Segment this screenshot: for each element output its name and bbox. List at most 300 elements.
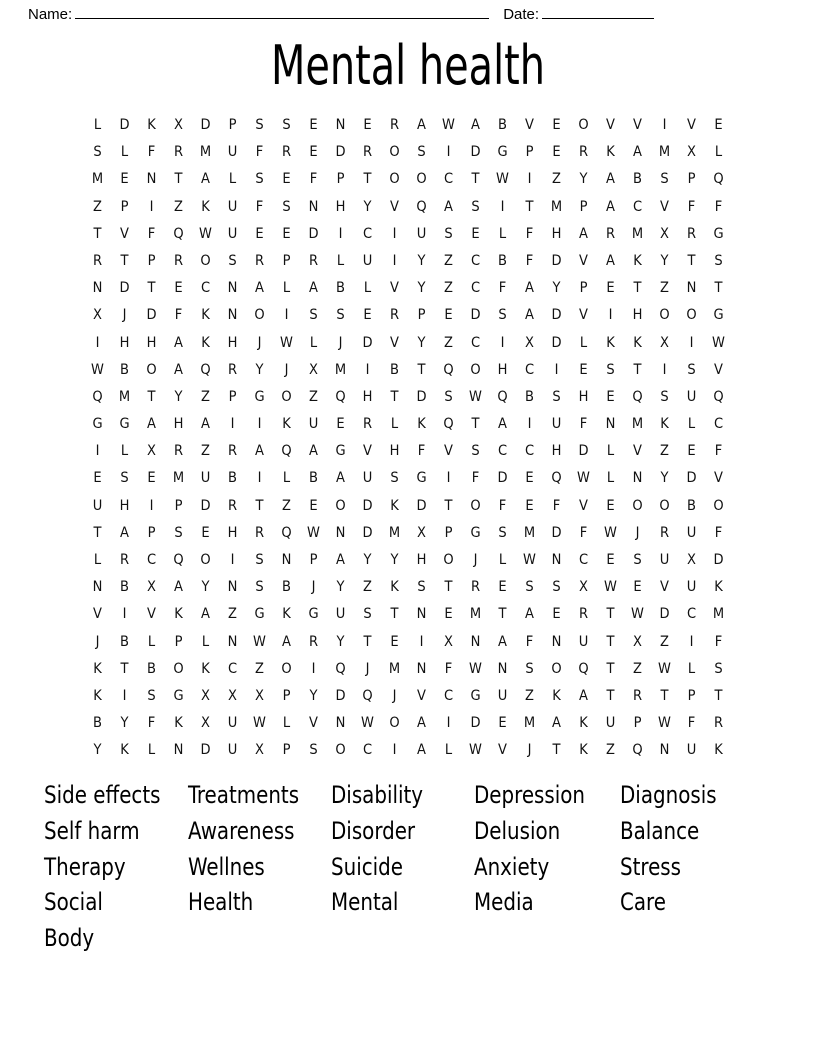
grid-cell[interactable]: W	[496, 171, 509, 188]
grid-cell[interactable]: E	[498, 579, 507, 596]
grid-cell[interactable]: S	[390, 470, 399, 487]
grid-cell[interactable]: K	[174, 715, 183, 732]
grid-cell[interactable]: R	[281, 144, 292, 161]
grid-cell[interactable]: P	[579, 198, 588, 215]
grid-cell[interactable]: I	[257, 470, 262, 487]
grid-cell[interactable]: Y	[417, 252, 426, 269]
grid-cell[interactable]: I	[527, 416, 532, 433]
grid-cell[interactable]: T	[417, 361, 426, 378]
grid-cell[interactable]: E	[552, 117, 561, 133]
grid-cell[interactable]: N	[335, 715, 346, 732]
grid-cell[interactable]: R	[470, 579, 481, 596]
grid-cell[interactable]: U	[686, 524, 697, 541]
grid-cell[interactable]: N	[335, 117, 346, 133]
grid-cell[interactable]: H	[119, 334, 130, 351]
grid-cell[interactable]: H	[362, 388, 373, 405]
grid-cell[interactable]: Y	[660, 252, 669, 269]
grid-cell[interactable]: M	[199, 144, 212, 161]
grid-cell[interactable]: J	[257, 334, 262, 351]
grid-cell[interactable]: N	[632, 470, 643, 487]
grid-cell[interactable]: X	[147, 579, 156, 596]
grid-cell[interactable]: F	[471, 470, 480, 487]
grid-cell[interactable]: E	[444, 307, 453, 324]
word-list-item[interactable]: Awareness	[188, 816, 295, 845]
grid-cell[interactable]: R	[308, 633, 319, 650]
grid-cell[interactable]: C	[200, 280, 211, 297]
grid-cell[interactable]: V	[714, 470, 723, 487]
grid-cell[interactable]: K	[120, 742, 129, 759]
grid-cell[interactable]: I	[257, 416, 262, 433]
grid-cell[interactable]: F	[687, 715, 696, 732]
grid-cell[interactable]: Q	[632, 388, 643, 405]
grid-cell[interactable]: S	[417, 144, 426, 161]
grid-cell[interactable]: T	[147, 280, 156, 297]
grid-cell[interactable]: I	[689, 633, 694, 650]
grid-cell[interactable]: Y	[417, 280, 426, 297]
grid-cell[interactable]: Q	[713, 388, 724, 405]
grid-cell[interactable]: D	[308, 225, 319, 242]
grid-cell[interactable]: C	[470, 252, 481, 269]
grid-cell[interactable]: D	[362, 524, 373, 541]
grid-cell[interactable]: Q	[632, 742, 643, 759]
grid-cell[interactable]: U	[92, 497, 103, 514]
grid-cell[interactable]: P	[282, 742, 291, 759]
grid-cell[interactable]: O	[200, 252, 211, 269]
grid-cell[interactable]: R	[227, 497, 238, 514]
grid-cell[interactable]: S	[552, 388, 561, 405]
grid-cell[interactable]: P	[579, 280, 588, 297]
grid-cell[interactable]: V	[633, 117, 642, 133]
grid-cell[interactable]: P	[336, 171, 345, 188]
grid-cell[interactable]: K	[714, 579, 723, 596]
grid-cell[interactable]: R	[173, 144, 184, 161]
grid-cell[interactable]: W	[604, 579, 617, 596]
grid-cell[interactable]: F	[687, 198, 696, 215]
grid-cell[interactable]: U	[686, 388, 697, 405]
grid-cell[interactable]: S	[714, 660, 723, 677]
grid-cell[interactable]: S	[714, 252, 723, 269]
grid-cell[interactable]: D	[713, 552, 724, 568]
grid-cell[interactable]: P	[120, 198, 129, 215]
grid-cell[interactable]: F	[579, 524, 588, 541]
grid-cell[interactable]: X	[444, 633, 453, 650]
grid-cell[interactable]: L	[93, 117, 102, 133]
grid-cell[interactable]: E	[606, 280, 615, 297]
grid-cell[interactable]: S	[255, 552, 264, 568]
grid-cell[interactable]: P	[228, 117, 237, 133]
grid-cell[interactable]: N	[173, 742, 184, 759]
word-list-item[interactable]: Media	[474, 888, 534, 917]
grid-cell[interactable]: Z	[282, 497, 291, 514]
grid-cell[interactable]: S	[444, 388, 453, 405]
grid-cell[interactable]: A	[417, 117, 426, 133]
grid-cell[interactable]: C	[362, 225, 373, 242]
grid-cell[interactable]: L	[228, 171, 237, 188]
grid-cell[interactable]: Y	[201, 579, 210, 596]
grid-cell[interactable]: F	[255, 198, 264, 215]
grid-cell[interactable]: Q	[335, 388, 346, 405]
grid-cell[interactable]: I	[122, 606, 127, 623]
grid-cell[interactable]: K	[390, 497, 399, 514]
grid-cell[interactable]: Z	[660, 280, 669, 297]
grid-cell[interactable]: Y	[417, 334, 426, 351]
grid-cell[interactable]: N	[308, 198, 319, 215]
grid-cell[interactable]: H	[551, 443, 562, 460]
grid-cell[interactable]: F	[417, 443, 426, 460]
grid-cell[interactable]: B	[282, 579, 291, 596]
word-list-item[interactable]: Disability	[331, 781, 424, 809]
grid-cell[interactable]: V	[579, 252, 588, 269]
grid-cell[interactable]: R	[227, 361, 238, 378]
grid-cell[interactable]: Y	[390, 552, 399, 568]
grid-cell[interactable]: L	[363, 280, 372, 297]
grid-cell[interactable]: E	[255, 225, 264, 242]
grid-cell[interactable]: E	[579, 361, 588, 378]
grid-cell[interactable]: S	[633, 552, 642, 568]
grid-cell[interactable]: N	[227, 280, 238, 297]
grid-cell[interactable]: Y	[255, 361, 264, 378]
grid-cell[interactable]: K	[417, 416, 426, 433]
grid-cell[interactable]: B	[633, 171, 642, 188]
grid-cell[interactable]: Q	[362, 687, 373, 704]
grid-cell[interactable]: E	[174, 280, 183, 297]
grid-cell[interactable]: X	[417, 524, 426, 541]
grid-cell[interactable]: R	[389, 307, 400, 324]
grid-cell[interactable]: I	[662, 117, 667, 133]
grid-cell[interactable]: A	[174, 361, 183, 378]
grid-cell[interactable]: J	[635, 524, 640, 541]
grid-cell[interactable]: A	[579, 687, 588, 704]
grid-cell[interactable]: Q	[200, 361, 211, 378]
grid-cell[interactable]: I	[149, 497, 154, 514]
grid-cell[interactable]: D	[416, 388, 427, 405]
grid-cell[interactable]: V	[390, 334, 399, 351]
grid-cell[interactable]: N	[470, 633, 481, 650]
grid-cell[interactable]: O	[713, 497, 724, 514]
grid-cell[interactable]: N	[146, 171, 157, 188]
grid-cell[interactable]: V	[606, 117, 615, 133]
grid-cell[interactable]: D	[335, 144, 346, 161]
grid-cell[interactable]: S	[336, 307, 345, 324]
grid-cell[interactable]: P	[525, 144, 534, 161]
grid-cell[interactable]: A	[309, 443, 318, 460]
grid-cell[interactable]: V	[579, 307, 588, 324]
grid-cell[interactable]: F	[714, 524, 723, 541]
grid-cell[interactable]: X	[660, 334, 669, 351]
grid-cell[interactable]: Z	[444, 280, 453, 297]
grid-cell[interactable]: G	[173, 687, 184, 704]
grid-cell[interactable]: X	[309, 361, 318, 378]
grid-cell[interactable]: R	[173, 443, 184, 460]
grid-cell[interactable]: E	[714, 117, 723, 133]
grid-cell[interactable]: E	[498, 715, 507, 732]
grid-cell[interactable]: Z	[363, 579, 372, 596]
grid-cell[interactable]: Y	[363, 198, 372, 215]
grid-cell[interactable]: Q	[281, 443, 292, 460]
grid-cell[interactable]: F	[147, 715, 156, 732]
grid-cell[interactable]: Q	[443, 416, 454, 433]
grid-cell[interactable]: H	[146, 334, 157, 351]
grid-cell[interactable]: K	[93, 660, 102, 677]
grid-cell[interactable]: R	[227, 443, 238, 460]
grid-cell[interactable]: B	[390, 361, 399, 378]
grid-cell[interactable]: L	[498, 225, 507, 242]
grid-cell[interactable]: I	[230, 416, 235, 433]
grid-cell[interactable]: A	[444, 198, 453, 215]
grid-cell[interactable]: I	[230, 552, 235, 568]
grid-cell[interactable]: P	[282, 252, 291, 269]
grid-cell[interactable]: N	[335, 524, 346, 541]
grid-cell[interactable]: D	[659, 606, 670, 623]
grid-cell[interactable]: L	[336, 252, 345, 269]
grid-cell[interactable]: K	[201, 660, 210, 677]
grid-cell[interactable]: S	[147, 687, 156, 704]
grid-cell[interactable]: F	[552, 497, 561, 514]
grid-cell[interactable]: L	[282, 715, 291, 732]
grid-cell[interactable]: F	[255, 144, 264, 161]
grid-cell[interactable]: A	[255, 443, 264, 460]
grid-cell[interactable]: W	[469, 388, 482, 405]
grid-cell[interactable]: A	[309, 280, 318, 297]
grid-cell[interactable]: H	[389, 443, 400, 460]
grid-cell[interactable]: E	[606, 552, 615, 568]
grid-cell[interactable]: T	[147, 388, 156, 405]
grid-cell[interactable]: X	[201, 687, 210, 704]
grid-cell[interactable]: K	[714, 742, 723, 759]
grid-cell[interactable]: W	[523, 552, 536, 568]
grid-cell[interactable]: O	[281, 660, 292, 677]
grid-cell[interactable]: E	[444, 606, 453, 623]
grid-cell[interactable]: L	[309, 334, 318, 351]
grid-cell[interactable]: U	[227, 144, 238, 161]
word-list-item[interactable]: Disorder	[331, 816, 416, 845]
grid-cell[interactable]: D	[470, 715, 481, 732]
grid-cell[interactable]: L	[714, 144, 723, 161]
grid-cell[interactable]: I	[149, 198, 154, 215]
grid-cell[interactable]: R	[362, 144, 373, 161]
grid-cell[interactable]: Q	[551, 470, 562, 487]
grid-cell[interactable]: U	[227, 715, 238, 732]
grid-cell[interactable]: N	[227, 579, 238, 596]
grid-cell[interactable]: H	[551, 225, 562, 242]
grid-cell[interactable]: O	[578, 117, 589, 133]
grid-cell[interactable]: R	[659, 524, 670, 541]
grid-cell[interactable]: L	[579, 334, 588, 351]
grid-cell[interactable]: V	[444, 443, 453, 460]
grid-cell[interactable]: F	[174, 307, 183, 324]
grid-cell[interactable]: F	[714, 198, 723, 215]
grid-cell[interactable]: Q	[335, 660, 346, 677]
grid-cell[interactable]: E	[93, 470, 102, 487]
grid-cell[interactable]: U	[578, 633, 589, 650]
grid-cell[interactable]: C	[497, 443, 508, 460]
grid-cell[interactable]: A	[201, 606, 210, 623]
grid-cell[interactable]: R	[173, 252, 184, 269]
grid-cell[interactable]: T	[93, 225, 102, 242]
grid-cell[interactable]: C	[632, 198, 643, 215]
grid-cell[interactable]: E	[687, 443, 696, 460]
grid-cell[interactable]: Y	[579, 171, 588, 188]
grid-cell[interactable]: S	[525, 660, 534, 677]
grid-cell[interactable]: I	[95, 334, 100, 351]
grid-cell[interactable]: O	[389, 171, 400, 188]
grid-cell[interactable]: B	[336, 280, 345, 297]
grid-cell[interactable]: F	[579, 416, 588, 433]
grid-cell[interactable]: Q	[92, 388, 103, 405]
grid-cell[interactable]: O	[443, 552, 454, 568]
grid-cell[interactable]: L	[93, 552, 102, 568]
grid-cell[interactable]: S	[417, 579, 426, 596]
grid-cell[interactable]: U	[659, 552, 670, 568]
grid-cell[interactable]: F	[147, 225, 156, 242]
grid-cell[interactable]: I	[446, 715, 451, 732]
grid-cell[interactable]: M	[631, 225, 644, 242]
grid-cell[interactable]: T	[120, 660, 129, 677]
grid-cell[interactable]: R	[713, 715, 724, 732]
grid-cell[interactable]: X	[687, 144, 696, 161]
grid-cell[interactable]: O	[470, 361, 481, 378]
grid-cell[interactable]: R	[632, 687, 643, 704]
grid-cell[interactable]: E	[309, 144, 318, 161]
grid-cell[interactable]: T	[606, 606, 615, 623]
grid-cell[interactable]: C	[578, 552, 589, 568]
grid-cell[interactable]: B	[120, 633, 129, 650]
grid-cell[interactable]: T	[633, 361, 642, 378]
grid-cell[interactable]: O	[389, 715, 400, 732]
grid-cell[interactable]: L	[687, 660, 696, 677]
grid-cell[interactable]: S	[309, 307, 318, 324]
date-input-line[interactable]	[542, 5, 654, 19]
grid-cell[interactable]: I	[392, 225, 397, 242]
grid-cell[interactable]: H	[578, 388, 589, 405]
grid-cell[interactable]: Q	[713, 171, 724, 188]
grid-cell[interactable]: P	[228, 388, 237, 405]
grid-cell[interactable]: U	[551, 416, 562, 433]
grid-cell[interactable]: B	[147, 660, 156, 677]
grid-cell[interactable]: V	[120, 225, 129, 242]
word-search-grid[interactable]	[84, 112, 732, 765]
grid-cell[interactable]: A	[606, 198, 615, 215]
grid-cell[interactable]: R	[92, 252, 103, 269]
grid-cell[interactable]: D	[578, 443, 589, 460]
grid-cell[interactable]: G	[497, 144, 508, 161]
grid-cell[interactable]: S	[93, 144, 102, 161]
grid-cell[interactable]: S	[174, 524, 183, 541]
grid-cell[interactable]: Z	[174, 198, 183, 215]
grid-cell[interactable]: F	[498, 280, 507, 297]
grid-cell[interactable]: R	[686, 225, 697, 242]
grid-cell[interactable]: K	[282, 416, 291, 433]
grid-cell[interactable]: R	[119, 552, 130, 568]
grid-cell[interactable]: O	[659, 497, 670, 514]
grid-cell[interactable]: X	[147, 443, 156, 460]
grid-cell[interactable]: E	[282, 225, 291, 242]
grid-cell[interactable]: J	[473, 552, 478, 568]
grid-cell[interactable]: Q	[497, 388, 508, 405]
grid-cell[interactable]: M	[469, 606, 482, 623]
grid-cell[interactable]: W	[91, 361, 104, 378]
grid-cell[interactable]: H	[335, 198, 346, 215]
grid-cell[interactable]: C	[470, 334, 481, 351]
grid-cell[interactable]: M	[523, 524, 536, 541]
grid-cell[interactable]: I	[365, 361, 370, 378]
grid-cell[interactable]: E	[147, 470, 156, 487]
grid-cell[interactable]: G	[308, 606, 319, 623]
grid-cell[interactable]: C	[146, 552, 157, 568]
grid-cell[interactable]: Z	[309, 388, 318, 405]
grid-cell[interactable]: X	[93, 307, 102, 324]
grid-cell[interactable]: I	[338, 225, 343, 242]
grid-cell[interactable]: E	[552, 144, 561, 161]
grid-cell[interactable]: K	[633, 252, 642, 269]
grid-cell[interactable]: E	[363, 307, 372, 324]
word-list-item[interactable]: Depression	[474, 781, 586, 809]
grid-cell[interactable]: Q	[416, 198, 427, 215]
grid-cell[interactable]: E	[363, 117, 372, 133]
grid-cell[interactable]: T	[660, 687, 669, 704]
grid-cell[interactable]: U	[200, 470, 211, 487]
grid-cell[interactable]: A	[417, 742, 426, 759]
grid-cell[interactable]: O	[551, 660, 562, 677]
grid-cell[interactable]: T	[444, 497, 453, 514]
grid-cell[interactable]: I	[95, 443, 100, 460]
grid-cell[interactable]: W	[631, 606, 644, 623]
grid-cell[interactable]: X	[525, 334, 534, 351]
grid-cell[interactable]: R	[389, 117, 400, 133]
grid-cell[interactable]: D	[200, 742, 211, 759]
grid-cell[interactable]: L	[120, 144, 129, 161]
grid-cell[interactable]: W	[658, 660, 671, 677]
grid-cell[interactable]: L	[282, 280, 291, 297]
grid-cell[interactable]: Z	[660, 633, 669, 650]
grid-cell[interactable]: J	[365, 660, 370, 677]
grid-cell[interactable]: P	[444, 524, 453, 541]
grid-cell[interactable]: E	[201, 524, 210, 541]
grid-cell[interactable]: L	[147, 633, 156, 650]
grid-cell[interactable]: K	[93, 687, 102, 704]
grid-cell[interactable]: U	[416, 225, 427, 242]
grid-cell[interactable]: M	[388, 524, 401, 541]
grid-cell[interactable]: C	[443, 687, 454, 704]
grid-cell[interactable]: N	[281, 552, 292, 568]
grid-cell[interactable]: N	[497, 660, 508, 677]
grid-cell[interactable]: A	[336, 552, 345, 568]
grid-cell[interactable]: X	[633, 633, 642, 650]
grid-cell[interactable]: N	[551, 633, 562, 650]
grid-cell[interactable]: B	[525, 388, 534, 405]
grid-cell[interactable]: Y	[363, 552, 372, 568]
grid-cell[interactable]: A	[471, 117, 480, 133]
grid-cell[interactable]: A	[201, 416, 210, 433]
grid-cell[interactable]: B	[498, 117, 507, 133]
grid-cell[interactable]: L	[687, 416, 696, 433]
grid-cell[interactable]: S	[660, 388, 669, 405]
grid-cell[interactable]: Z	[606, 742, 615, 759]
grid-cell[interactable]: U	[497, 687, 508, 704]
grid-cell[interactable]: H	[119, 497, 130, 514]
grid-cell[interactable]: U	[227, 198, 238, 215]
grid-cell[interactable]: E	[120, 171, 129, 188]
grid-cell[interactable]: V	[687, 117, 696, 133]
grid-cell[interactable]: A	[201, 171, 210, 188]
grid-cell[interactable]: Z	[228, 606, 237, 623]
grid-cell[interactable]: L	[606, 443, 615, 460]
grid-cell[interactable]: P	[633, 715, 642, 732]
grid-cell[interactable]: S	[471, 443, 480, 460]
grid-cell[interactable]: T	[606, 660, 615, 677]
grid-cell[interactable]: D	[119, 280, 130, 297]
grid-cell[interactable]: F	[498, 497, 507, 514]
